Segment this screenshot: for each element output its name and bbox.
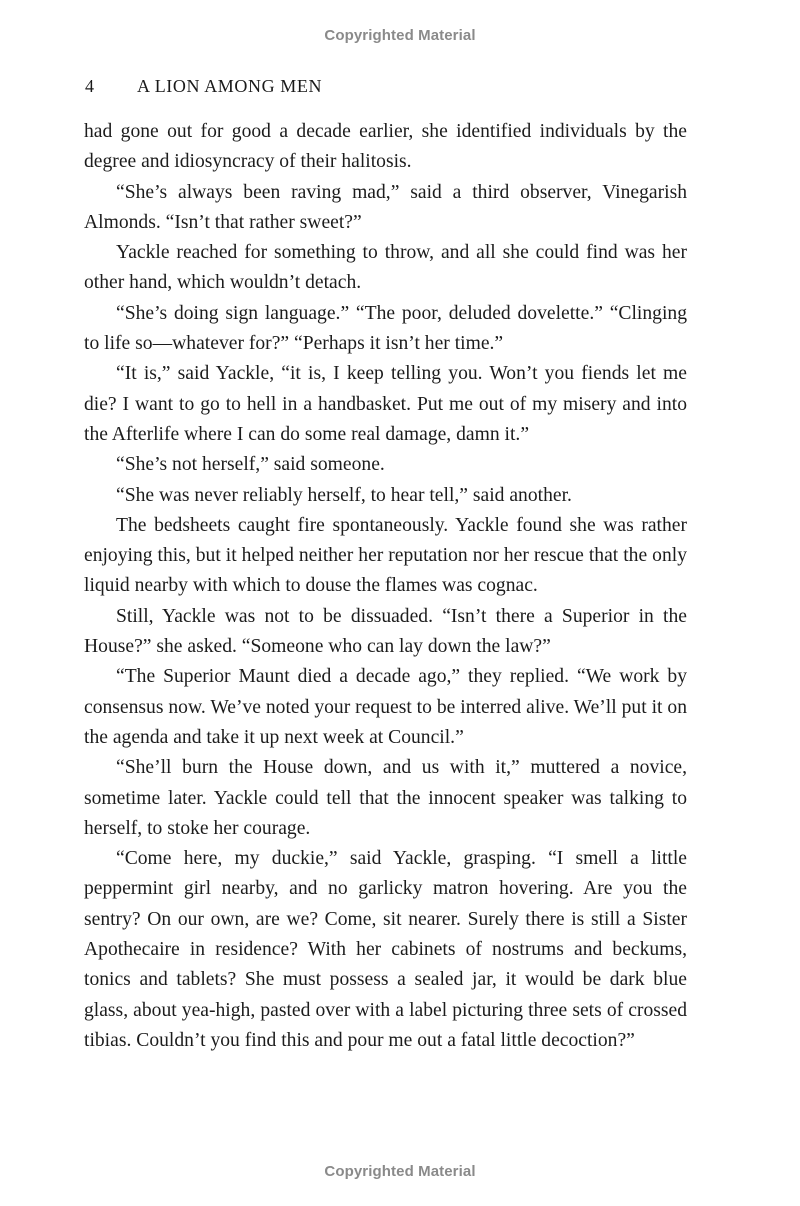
watermark-bottom: Copyrighted Material <box>324 1163 476 1180</box>
paragraph-9: Still, Yackle was not to be dissuaded. “Isn’t there a Superior in the House?” she asked. “Someone who can lay down the law?” <box>84 605 687 658</box>
paragraph-6: “She’s not herself,” said someone. <box>116 454 385 476</box>
paragraph-8: The bedsheets caught fire spontaneously. Yackle found she was rather enjoying this, but it helped neither her reputation nor her rescue that the only liquid nearby with which to douse the flames was cognac. <box>84 514 687 597</box>
running-head <box>85 76 322 97</box>
book-title: A LION AMONG MEN <box>137 76 323 96</box>
paragraph-11: “She’ll burn the House down, and us with it,” muttered a novice, sometime later. Yackle could tell that the innocent speaker was talking to herself, to stoke her courage. <box>84 757 687 839</box>
paragraph-1: had gone out for good a decade earlier, she identified individuals by the degree and idiosyncracy of their halitosis. <box>84 121 687 173</box>
paragraph-12: “Come here, my duckie,” said Yackle, grasping. “I smell a little peppermint girl nearby, and no garlicky matron hovering. Are you the sentry? On our own, are we? Come, sit nearer. Surely there is still a Sister Apothecaire in residence? With her cabinets of nostrums and beckums, tonics and tablets? She must possess a sealed jar, it would be dark blue glass, about yea-high, pasted over with a label picturing three sets of crossed tibias. Couldn’t you find this and pour me out a fatal little decoction?” <box>84 848 687 1051</box>
paragraph-4: “She’s doing sign language.” “The poor, deluded dovelette.” “Clinging to life so—whatever for?” “Perhaps it isn’t her time.” <box>84 302 687 355</box>
page-number: 4 <box>85 76 95 96</box>
page-body <box>84 117 687 1056</box>
paragraph-2: “She’s always been raving mad,” said a third observer, Vinegarish Almonds. “Isn’t that rather sweet?” <box>84 181 687 233</box>
watermark-top: Copyrighted Material <box>324 27 476 44</box>
paragraph-7: “She was never reliably herself, to hear tell,” said another. <box>116 484 572 506</box>
paragraph-5: “It is,” said Yackle, “it is, I keep telling you. Won’t you fiends let me die? I want to go to hell in a handbasket. Put me out of my misery and into the Afterlife where I can do some real damage, damn it.” <box>84 363 687 445</box>
paragraph-10: “The Superior Maunt died a decade ago,” they replied. “We work by consensus now. We’ve noted your request to be interred alive. We’ll put it on the agenda and take it up next week at Council.” <box>84 666 687 748</box>
paragraph-3: Yackle reached for something to throw, and all she could find was her other hand, which wouldn’t detach. <box>84 242 687 294</box>
